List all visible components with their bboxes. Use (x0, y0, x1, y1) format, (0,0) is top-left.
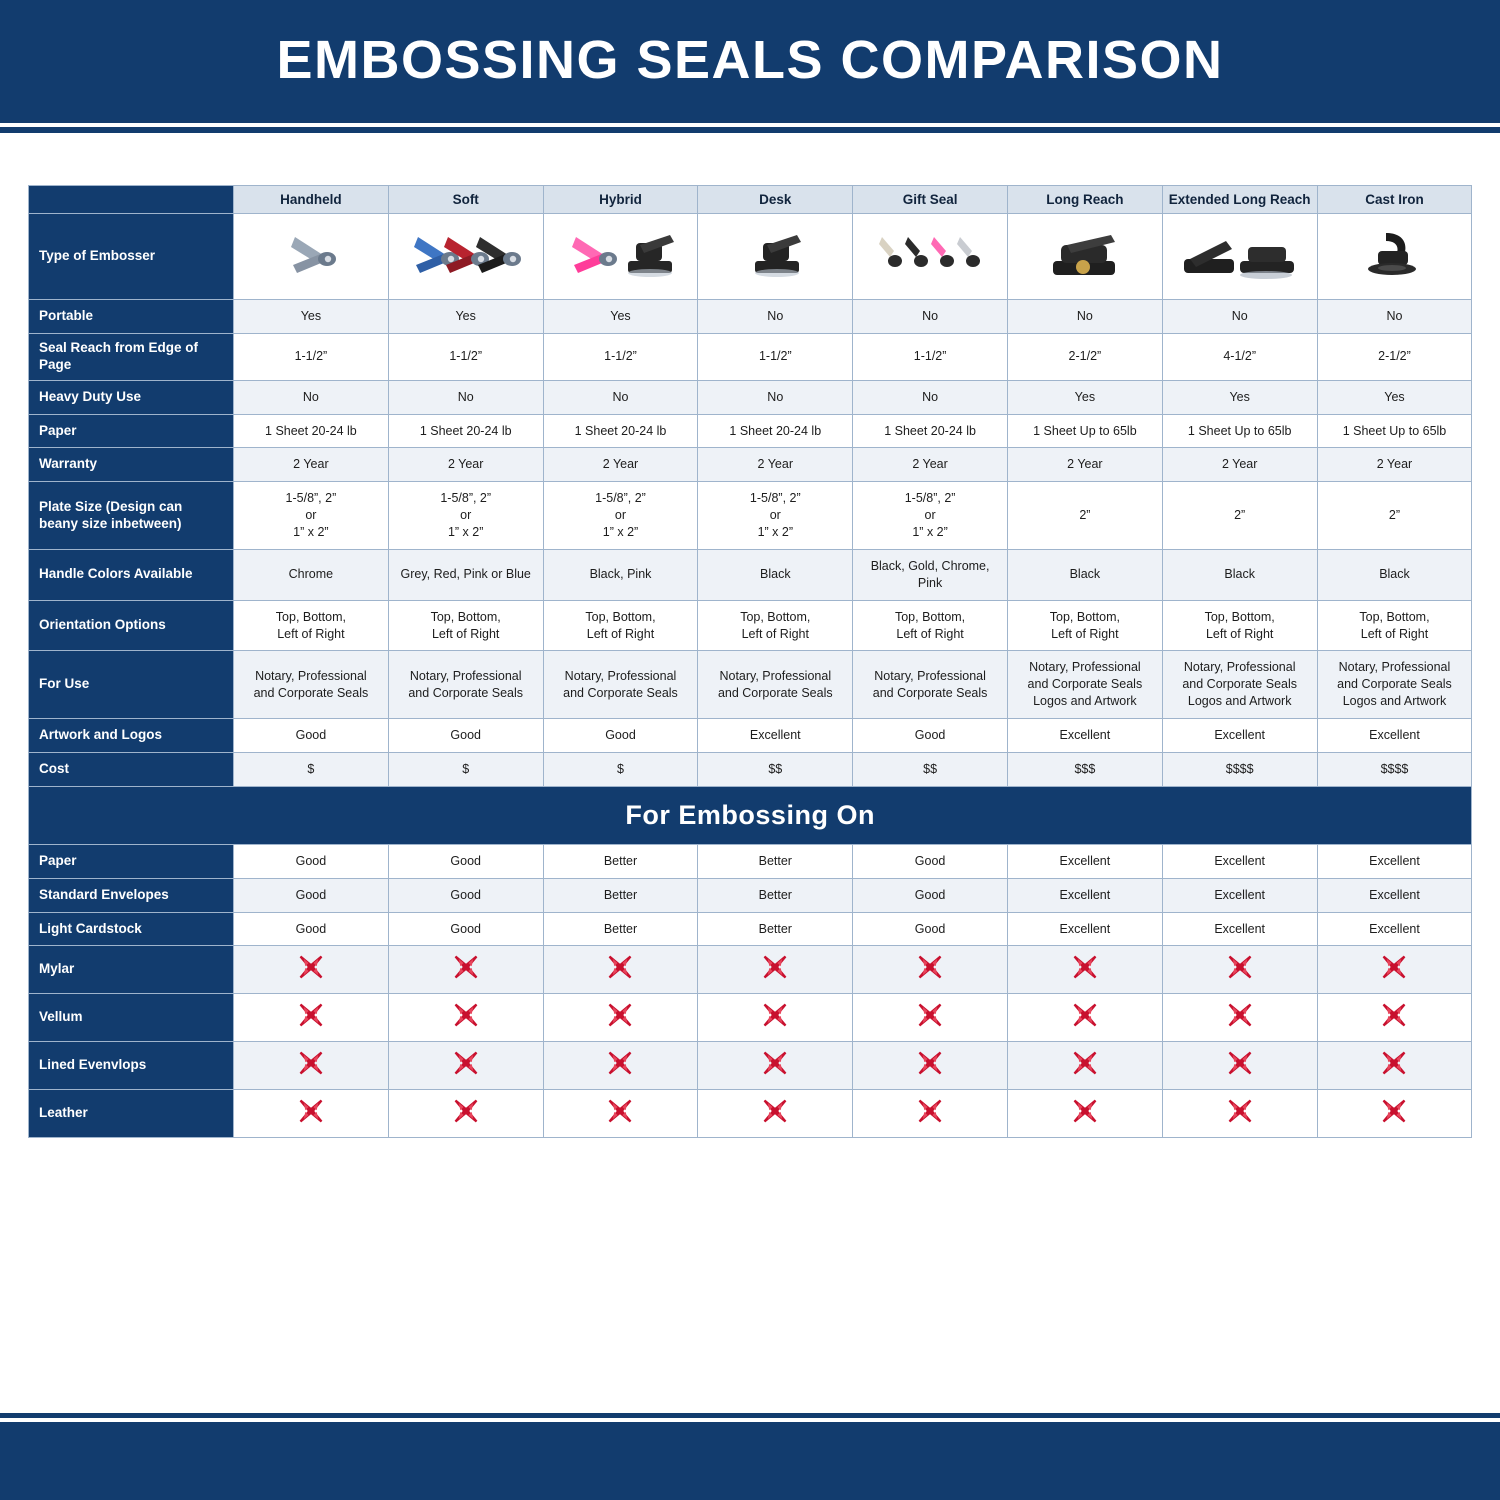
table-cell: $ (234, 752, 389, 786)
table-cell: No (543, 380, 698, 414)
table-header-row (29, 186, 1472, 214)
soft-embosser-icon (406, 217, 526, 291)
row-label-type-of-embosser: Type of Embosser (29, 214, 234, 300)
table-cell: 1-1/2” (388, 333, 543, 380)
row-label: For Use (29, 651, 234, 719)
handheld-embosser-icon (251, 217, 371, 291)
section-band-row (29, 786, 1472, 844)
table-cell: Black (1007, 549, 1162, 600)
table-cell: $$ (853, 752, 1008, 786)
table-cell: $$$ (1007, 752, 1162, 786)
table-cell: 1-5/8”, 2” or 1” x 2” (853, 482, 1008, 550)
x-mark-icon (1162, 994, 1317, 1042)
x-mark-icon (853, 1090, 1008, 1138)
table-cell: 1-1/2” (543, 333, 698, 380)
table-cell: 2-1/2” (1007, 333, 1162, 380)
x-mark-icon (698, 1042, 853, 1090)
row-label: Paper (29, 844, 234, 878)
column-header: Gift Seal (853, 186, 1008, 214)
table-cell: 1-5/8”, 2” or 1” x 2” (543, 482, 698, 550)
table-cell: No (1317, 300, 1472, 334)
soft-embosser-cell (388, 214, 543, 300)
table-row (29, 1042, 1472, 1090)
x-mark-icon (543, 1090, 698, 1138)
table-cell: Notary, Professional and Corporate Seals (698, 651, 853, 719)
table-cell: Better (698, 844, 853, 878)
desk-embosser-cell (698, 214, 853, 300)
table-cell: Good (234, 912, 389, 946)
table-cell: Excellent (1162, 912, 1317, 946)
table-cell: Top, Bottom, Left of Right (388, 600, 543, 651)
table-cell: Excellent (1317, 912, 1472, 946)
row-label: Handle Colors Available (29, 549, 234, 600)
page-footer (0, 1413, 1500, 1500)
x-mark-icon (1317, 1042, 1472, 1090)
table-cell: 2 Year (234, 448, 389, 482)
column-header: Long Reach (1007, 186, 1162, 214)
table-cell: 2 Year (1162, 448, 1317, 482)
table-cell: 1 Sheet Up to 65lb (1317, 414, 1472, 448)
table-cell: Excellent (1007, 878, 1162, 912)
table-cell: $$ (698, 752, 853, 786)
x-mark-icon (1007, 946, 1162, 994)
table-row (29, 844, 1472, 878)
table-row (29, 482, 1472, 550)
table-cell: 2” (1162, 482, 1317, 550)
table-cell: 2 Year (388, 448, 543, 482)
table-row (29, 946, 1472, 994)
table-row (29, 878, 1472, 912)
table-cell: Black, Gold, Chrome, Pink (853, 549, 1008, 600)
row-label: Seal Reach from Edge of Page (29, 333, 234, 380)
table-row (29, 549, 1472, 600)
table-cell: Yes (1007, 380, 1162, 414)
table-cell: Notary, Professional and Corporate Seals Logos and Artwork (1317, 651, 1472, 719)
x-mark-icon (543, 946, 698, 994)
x-mark-icon (234, 1090, 389, 1138)
table-row (29, 380, 1472, 414)
table-cell: Notary, Professional and Corporate Seals Logos and Artwork (1162, 651, 1317, 719)
column-header: Handheld (234, 186, 389, 214)
x-mark-icon (853, 946, 1008, 994)
row-label: Mylar (29, 946, 234, 994)
table-cell: Excellent (1162, 878, 1317, 912)
table-cell: No (853, 380, 1008, 414)
table-cell: Better (543, 878, 698, 912)
row-label: Vellum (29, 994, 234, 1042)
row-label: Light Cardstock (29, 912, 234, 946)
table-cell: Excellent (1007, 844, 1162, 878)
table-cell: Black (698, 549, 853, 600)
table-cell: Yes (1317, 380, 1472, 414)
section-band-for-embossing-on: For Embossing On (29, 786, 1472, 844)
table-cell: Excellent (1317, 844, 1472, 878)
cast-iron-embosser-icon (1334, 217, 1454, 291)
row-label: Leather (29, 1090, 234, 1138)
table-cell: Better (698, 878, 853, 912)
x-mark-icon (1007, 1090, 1162, 1138)
table-cell: Good (853, 719, 1008, 753)
table-row (29, 300, 1472, 334)
hybrid-embosser-icon (560, 217, 680, 291)
x-mark-icon (388, 994, 543, 1042)
table-cell: Excellent (1317, 719, 1472, 753)
table-cell: 1 Sheet 20-24 lb (698, 414, 853, 448)
table-cell: No (234, 380, 389, 414)
x-mark-icon (1162, 946, 1317, 994)
x-mark-icon (543, 994, 698, 1042)
table-cell: 1-1/2” (234, 333, 389, 380)
table-cell: Top, Bottom, Left of Right (853, 600, 1008, 651)
table-cell: Good (853, 878, 1008, 912)
table-cell: Good (543, 719, 698, 753)
table-cell: No (388, 380, 543, 414)
table-cell: $$$$ (1317, 752, 1472, 786)
table-cell: Black, Pink (543, 549, 698, 600)
table-cell: 2 Year (853, 448, 1008, 482)
table-cell: Better (543, 844, 698, 878)
table-cell: Top, Bottom, Left of Right (543, 600, 698, 651)
table-cell: 2 Year (698, 448, 853, 482)
x-mark-icon (853, 1042, 1008, 1090)
table-cell: Black (1162, 549, 1317, 600)
table-cell: 1 Sheet 20-24 lb (388, 414, 543, 448)
table-cell: 1-5/8”, 2” or 1” x 2” (388, 482, 543, 550)
long-reach-embosser-cell (1007, 214, 1162, 300)
row-label: Paper (29, 414, 234, 448)
x-mark-icon (234, 946, 389, 994)
table-cell: Black (1317, 549, 1472, 600)
table-cell: Top, Bottom, Left of Right (698, 600, 853, 651)
table-cell: Excellent (698, 719, 853, 753)
x-mark-icon (1317, 946, 1472, 994)
table-cell: 2 Year (543, 448, 698, 482)
column-header: Hybrid (543, 186, 698, 214)
table-cell: Notary, Professional and Corporate Seals (234, 651, 389, 719)
table-cell: Good (853, 844, 1008, 878)
table-cell: 2” (1317, 482, 1472, 550)
row-label: Plate Size (Design can beany size inbetween) (29, 482, 234, 550)
table-row (29, 994, 1472, 1042)
table-cell: Notary, Professional and Corporate Seals (543, 651, 698, 719)
x-mark-icon (1317, 994, 1472, 1042)
table-cell: $$$$ (1162, 752, 1317, 786)
table-cell: 1-1/2” (698, 333, 853, 380)
table-cell: No (1162, 300, 1317, 334)
extended-long-reach-embosser-cell (1162, 214, 1317, 300)
x-mark-icon (1162, 1090, 1317, 1138)
table-cell: Good (388, 719, 543, 753)
table-cell: 2 Year (1317, 448, 1472, 482)
row-label: Cost (29, 752, 234, 786)
gift-seal-embosser-cell (853, 214, 1008, 300)
x-mark-icon (388, 1090, 543, 1138)
table-row (29, 1090, 1472, 1138)
row-label: Lined Evenvlops (29, 1042, 234, 1090)
column-header: Soft (388, 186, 543, 214)
table-cell: Yes (234, 300, 389, 334)
x-mark-icon (698, 946, 853, 994)
x-mark-icon (388, 946, 543, 994)
page-title: EMBOSSING SEALS COMPARISON (276, 29, 1224, 90)
table-cell: 1 Sheet 20-24 lb (853, 414, 1008, 448)
table-cell: Excellent (1317, 878, 1472, 912)
column-header: Extended Long Reach (1162, 186, 1317, 214)
table-cell: Excellent (1162, 844, 1317, 878)
x-mark-icon (1162, 1042, 1317, 1090)
column-header: Desk (698, 186, 853, 214)
table-cell: No (698, 300, 853, 334)
table-cell: Good (388, 844, 543, 878)
table-row (29, 752, 1472, 786)
long-reach-embosser-icon (1025, 217, 1145, 291)
row-label: Warranty (29, 448, 234, 482)
row-label: Portable (29, 300, 234, 334)
table-cell: Top, Bottom, Left of Right (1007, 600, 1162, 651)
table-cell: Yes (388, 300, 543, 334)
table-cell: Good (388, 912, 543, 946)
table-row (29, 448, 1472, 482)
table-row (29, 414, 1472, 448)
table-cell: 2 Year (1007, 448, 1162, 482)
table-row (29, 912, 1472, 946)
x-mark-icon (698, 994, 853, 1042)
table-cell: Notary, Professional and Corporate Seals (388, 651, 543, 719)
x-mark-icon (1317, 1090, 1472, 1138)
table-row (29, 651, 1472, 719)
table-cell: Good (234, 878, 389, 912)
x-mark-icon (1007, 994, 1162, 1042)
table-cell: 1-5/8”, 2” or 1” x 2” (698, 482, 853, 550)
table-cell: Yes (543, 300, 698, 334)
table-cell: $ (388, 752, 543, 786)
handheld-embosser-cell (234, 214, 389, 300)
table-cell: Grey, Red, Pink or Blue (388, 549, 543, 600)
table-cell: Notary, Professional and Corporate Seals Logos and Artwork (1007, 651, 1162, 719)
table-cell: Better (543, 912, 698, 946)
table-cell: Excellent (1007, 912, 1162, 946)
table-cell: No (853, 300, 1008, 334)
row-label: Heavy Duty Use (29, 380, 234, 414)
table-cell: Excellent (1162, 719, 1317, 753)
row-label: Orientation Options (29, 600, 234, 651)
row-label: Artwork and Logos (29, 719, 234, 753)
table-cell: 1 Sheet Up to 65lb (1162, 414, 1317, 448)
table-cell: 4-1/2” (1162, 333, 1317, 380)
cast-iron-embosser-cell (1317, 214, 1472, 300)
hybrid-embosser-cell (543, 214, 698, 300)
footer-band (0, 1418, 1500, 1500)
extended-long-reach-embosser-icon (1180, 217, 1300, 291)
x-mark-icon (1007, 1042, 1162, 1090)
x-mark-icon (388, 1042, 543, 1090)
table-row (29, 333, 1472, 380)
table-corner-cell (29, 186, 234, 214)
table-cell: Excellent (1007, 719, 1162, 753)
table-cell: $ (543, 752, 698, 786)
table-row (29, 719, 1472, 753)
table-cell: Good (853, 912, 1008, 946)
table-cell: Good (234, 719, 389, 753)
table-cell: No (1007, 300, 1162, 334)
x-mark-icon (543, 1042, 698, 1090)
table-cell: Top, Bottom, Left of Right (1162, 600, 1317, 651)
desk-embosser-icon (715, 217, 835, 291)
x-mark-icon (853, 994, 1008, 1042)
table-cell: 2” (1007, 482, 1162, 550)
table-cell: 1-5/8”, 2” or 1” x 2” (234, 482, 389, 550)
table-cell: Yes (1162, 380, 1317, 414)
table-cell: 1-1/2” (853, 333, 1008, 380)
x-mark-icon (698, 1090, 853, 1138)
table-cell: Good (234, 844, 389, 878)
comparison-table (28, 185, 1472, 1138)
table-cell: Top, Bottom, Left of Right (1317, 600, 1472, 651)
table-cell: Good (388, 878, 543, 912)
table-cell: 1 Sheet 20-24 lb (543, 414, 698, 448)
table-cell: 1 Sheet Up to 65lb (1007, 414, 1162, 448)
row-label: Standard Envelopes (29, 878, 234, 912)
column-header: Cast Iron (1317, 186, 1472, 214)
table-cell: No (698, 380, 853, 414)
table-cell: 1 Sheet 20-24 lb (234, 414, 389, 448)
table-cell: Top, Bottom, Left of Right (234, 600, 389, 651)
page-banner (0, 0, 1500, 127)
x-mark-icon (234, 1042, 389, 1090)
table-area (0, 133, 1500, 1138)
table-cell: Better (698, 912, 853, 946)
table-cell: Chrome (234, 549, 389, 600)
table-cell: 2-1/2” (1317, 333, 1472, 380)
gift-seal-embosser-icon (870, 217, 990, 291)
table-cell: Notary, Professional and Corporate Seals (853, 651, 1008, 719)
embosser-image-row (29, 214, 1472, 300)
table-row (29, 600, 1472, 651)
x-mark-icon (234, 994, 389, 1042)
